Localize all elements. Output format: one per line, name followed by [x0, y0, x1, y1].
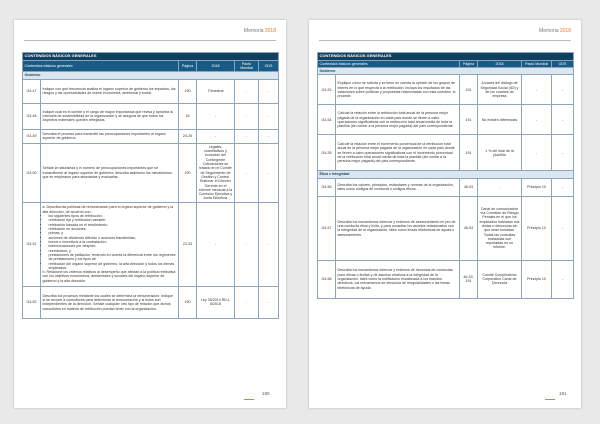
row-page: 191 [460, 105, 478, 135]
table-row [318, 105, 574, 135]
row-ods: - [259, 103, 279, 129]
row-2018: - [197, 202, 235, 286]
section-gobierno: Gobierno [23, 72, 279, 79]
row-pacto: - [522, 105, 552, 135]
page-left [14, 20, 286, 408]
row-code: G4-54 [318, 105, 336, 135]
list-item: • indemnizaciones por despido; [49, 244, 177, 248]
table-row [23, 202, 279, 286]
list-item: • prestaciones de jubilación, teniendo en cuenta la diferencia entre los regímenes de prestaciones y los tipos de [49, 253, 177, 262]
row-text: Describa los mecanismos internos y externos de denuncia de conductas poco éticas o ilícitas y de asuntos relativos a la integridad de la organización, tales como la notificación escalonada a los mandos directivos, los mecanismos de denuncia de irregularidades o las líneas telefónicas de ayuda. [336, 260, 460, 298]
row-ods: - [552, 178, 574, 196]
row-page: 191 [460, 135, 478, 171]
gri-table-right [317, 52, 574, 299]
footer-accent [545, 399, 555, 400]
row-2018: A través del diálogo de Seguridad Social (IDI) y de los cuadros de empresa [478, 75, 522, 105]
list-item: • retribución fija y retribución variable: [49, 218, 177, 222]
row-pacto: - [235, 129, 259, 143]
table-row [318, 196, 574, 260]
row-ods: - [552, 260, 574, 298]
row-ods: - [552, 196, 574, 260]
row-ods: - [259, 286, 279, 318]
table-title: CONTENIDOS BÁSICOS GENERALES [318, 53, 574, 61]
row-2018: Legales, cuantitativos y evolución del Contingente Cotizaciones se tratado en el Comité de Seguimiento de Gestión y Control. Elaborar el Director Gerente en el informe mensual a la Comisión Ejecutiva y Junta Directiva. [197, 143, 235, 202]
table-row [318, 75, 574, 105]
row-text: Calcule la relación entre el incremento porcentual de la retribución total anual de la persona mejor pagada de la organización en cada país donde se lleven a cabo operaciones significativas con el incremento porcentual de la retribución total anual media de toda la plantilla (sin contar a la persona mejor pagada) del país correspondiente. [336, 135, 460, 171]
list-item: • los siguientes tipos de retribución: [49, 214, 177, 218]
row-ods: - [552, 75, 574, 105]
list-item: • reembolsos; y [49, 249, 177, 253]
remuneration-list [43, 214, 177, 270]
header-label: Memoria [244, 28, 264, 34]
row-code: G4-52 [23, 286, 41, 318]
col-pagina: Página [460, 60, 478, 67]
footer-accent [244, 399, 254, 400]
row-code: G4-48 [23, 103, 41, 129]
row-page: 46-53 [460, 196, 478, 260]
col-2018: 2018 [478, 60, 522, 67]
table-row [318, 178, 574, 196]
row-text: Calcule la relación entre la retribución total anual de la persona mejor pagada de la organización en cada país donde se lleven a cabo operaciones significativas con la retribución total anual media de toda la plantilla (sin contar a la persona mejor pagada) del país correspondiente. [336, 105, 460, 135]
row-code: G4-51 [23, 202, 41, 286]
row-text [41, 202, 179, 286]
row-ods: - [259, 79, 279, 103]
row-ods: - [259, 202, 279, 286]
row-pacto: Principio 10 [522, 178, 552, 196]
header-year: 2018 [559, 28, 571, 34]
row-page: 46-53 [460, 178, 478, 196]
row-page: 23-33 [179, 202, 197, 286]
row-ods: - [259, 143, 279, 202]
row-code: G4-47 [23, 79, 41, 103]
row-code: G4-58 [318, 260, 336, 298]
row-code: G4-57 [318, 196, 336, 260]
row-pacto: - [235, 143, 259, 202]
col-pacto: Pacto Mundial [235, 60, 259, 72]
header-divider [319, 40, 571, 41]
row-text: Indique con qué frecuencia analiza el órgano superior de gobierno los impactos, los riesgos y las oportunidades de índole económica, ambiental y social. [41, 79, 179, 103]
row-text: Indique cuál es el comité o el cargo de mayor importancia que revisa y aprueba la memoria de sostenibilidad de la organización y se asegura de que todos los Aspectos materiales queden reflejados. [41, 103, 179, 129]
row-2018: No existen diferencias [478, 105, 522, 135]
row-text: Describa los procesos mediante los cuales se determina la remuneración. Indique si se recurre a consultores para determinar la remuneración y si éstos son independientes de la dirección. Señale cualquier otro tipo de relación que dichos consultores en materia de retribución puedan tener con la organización. [41, 286, 179, 318]
row-2018: Comité Cumplimiento Corporativo Canal de Denuncia [478, 260, 522, 298]
page-header [244, 28, 276, 34]
row-2018: 1 % del total de la plantilla [478, 135, 522, 171]
section-etica: Ética e integridad [318, 171, 574, 178]
row-pacto: - [235, 79, 259, 103]
col-pagina: Página [179, 60, 197, 72]
row-2018: Canal de comunicación vía Comisión de Riesgo Penales en el que los empleados trasladan sus dudas o denuncias sin que sean tomadas. Todas las consultas realizadas son reportadas en un informe. [478, 196, 522, 260]
list-item: • retribución del órgano superior de gobierno, la alta dirección y todos los demás empleados. [49, 262, 177, 271]
row-text: Describa los mecanismos internos y externos de asesoramiento en pro de una conducta ética y lícita, y para consultar los asuntos relacionados con la integridad de la organización, tales como líneas telefónicas de ayuda o asesoramiento. [336, 196, 460, 260]
list-item: • bonos o incentivos a la contratación; [49, 240, 177, 244]
table-row [23, 103, 279, 129]
row-code: G4-49 [23, 129, 41, 143]
row-pacto: - [235, 202, 259, 286]
row-page: 190 [179, 286, 197, 318]
table-title: CONTENIDOS BÁSICOS GENERALES [23, 53, 279, 61]
table-row [318, 260, 574, 298]
row-code: G4-55 [318, 135, 336, 171]
list-item: • retribución en acciones; [49, 227, 177, 231]
table-row [23, 79, 279, 103]
header-year: 2018 [264, 28, 276, 34]
row-page: 46-53, 191 [460, 260, 478, 298]
table-row [318, 135, 574, 171]
row-ods: - [259, 129, 279, 143]
row-ods: - [552, 105, 574, 135]
row-page: 190 [179, 79, 197, 103]
row-2018: Trimestral [197, 79, 235, 103]
page-number: 190 [262, 391, 270, 396]
col-contenidos: Contenidos básicos generales [318, 60, 460, 67]
row-pacto: - [235, 286, 259, 318]
col-pacto: Pacto Mundial [522, 60, 552, 67]
col-ods: ODS [552, 60, 574, 67]
page-header [539, 28, 571, 34]
row-pacto: - [522, 135, 552, 171]
row-page: 24-25 [179, 129, 197, 143]
row-text: Describa los valores, principios, estándares y normas de la organización, tales como códigos de conducta o códigos éticos. [336, 178, 460, 196]
header-label: Memoria [539, 28, 559, 34]
row-pacto: Principio 10 [522, 196, 552, 260]
row-code: G4-56 [318, 178, 336, 196]
col-contenidos: Contenidos básicos generales [23, 60, 179, 72]
list-item: • primas; y [49, 231, 177, 235]
table-row [23, 286, 279, 318]
table-row [23, 129, 279, 143]
row-ods: - [552, 135, 574, 171]
row-text-a: a. Describa las políticas de remuneración para el órgano superior de gobierno y la alta dirección, de acuerdo con: [42, 205, 174, 214]
row-text-b: b. Relacione los criterios relativos al desempeño que afectan a la política retributiva con los objetivos económicos, ambientales y sociales del órgano superior de gobierno y la alta dirección. [42, 270, 176, 283]
row-page: 16 [179, 103, 197, 129]
row-pacto: Principio 10 [522, 260, 552, 298]
row-2018: Ley 35/2014 RD-L 8/2015 [197, 286, 235, 318]
col-2018: 2018 [197, 60, 235, 72]
row-code: G4-50 [23, 143, 41, 202]
table-row [23, 143, 279, 202]
row-2018: - [478, 178, 522, 196]
row-pacto: - [522, 75, 552, 105]
row-pacto: - [235, 103, 259, 129]
list-item: • acciones de dividendo diferido o acciones transferidas; [49, 236, 177, 240]
gri-table-left [22, 52, 279, 319]
row-code: G4-53 [318, 75, 336, 105]
header-divider [24, 40, 276, 41]
row-page: 190 [179, 143, 197, 202]
page-number: 191 [559, 391, 567, 396]
row-page: 191 [460, 75, 478, 105]
list-item: • retribución basada en el rendimiento; [49, 223, 177, 227]
row-text: Señale la naturaleza y el número de preocupaciones importantes que se transmitieron al órgano superior de gobierno; describa asimismo los mecanismos que se emplearon para abordarlas y evaluarlas. [41, 143, 179, 202]
row-text: Describa el proceso para transmitir las preocupaciones importantes al órgano superior de gobierno. [41, 129, 179, 143]
row-2018: - [197, 129, 235, 143]
col-ods: ODS [259, 60, 279, 72]
row-text: Explique cómo se solicita y se tiene en cuenta la opinión de los grupos de interés en lo que respecta a la retribución; incluya los resultados de las votaciones sobre políticas y propuestas relacionadas con esta cuestión, si procede. [336, 75, 460, 105]
page-right [309, 20, 581, 408]
row-2018: - [197, 103, 235, 129]
section-gobierno: Gobierno [318, 68, 574, 75]
